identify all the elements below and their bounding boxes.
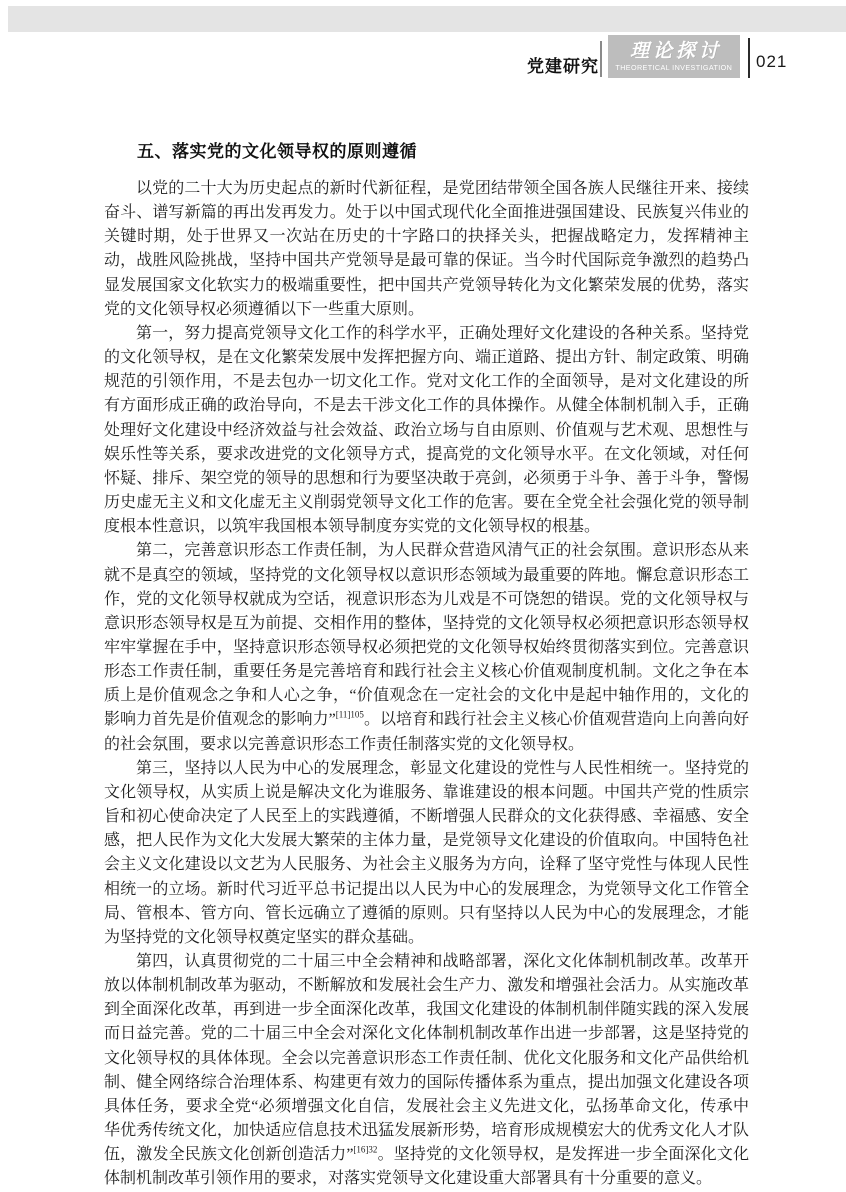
body-paragraph: 第三，坚持以人民为中心的发展理念，彰显文化建设的党性与人民性相统一。坚持党的文化领导权，从实质上说是解决文化为谁服务、靠谁建设的根本问题。中国共产党的性质宗旨和初心使命决定了人民至上的实践遵循，不断增强人民群众的文化获得感、幸福感、安全感，把人民作为文化大发展大繁荣的主体力量，是党领导文化建设的价值取向。中国特色社会主义文化建设以文艺为人民服务、为社会主义服务为方向，诠释了坚守党性与体现人民性相统一的立场。新时代习近平总书记提出以人民为中心的发展理念，为党领导文化工作管全局、管根本、管方向、管长远确立了遵循的原则。只有坚持以人民为中心的发展理念，才能为坚持党的文化领导权奠定坚实的群众基础。 bbox=[104, 759, 749, 946]
header-divider-left bbox=[600, 41, 602, 77]
column-logo bbox=[608, 35, 740, 78]
column-title-english: THEORETICAL INVESTIGATION bbox=[615, 62, 733, 72]
body-paragraph: 第四，认真贯彻党的二十届三中全会精神和战略部署，深化文化体制机制改革。改革开放以体制机制改革为驱动，不断解放和发展社会生产力、激发和增强社会活力。从实施改革到全面深化改革，再到进一步全面深化改革，我国文化建设的体制机制伴随实践的深入发展而日益完善。党的二十届三中全会对深化文化体制机制改革作出进一步部署，这是坚持党的文化领导权的具体体现。全会以完善意识形态工作责任制、优化文化服务和文化产品供给机制、健全网络综合治理体系、构建更有效力的国际传播体系为重点，提出加强文化建设各项具体任务，要求全党“必须增强文化自信，发展社会主义先进文化，弘扬革命文化，传承中华优秀传统文化，加快适应信息技术迅猛发展新形势，培育形成规模宏大的优秀文化人才队伍，激发全民族文化创新创造活力”$^{[16]32}$。坚持党的文化领导权，是发挥进一步全面深化文化体制机制改革引领作用的要求，对落实党领导文化建设重大部署具有十分重要的意义。 bbox=[104, 953, 749, 1188]
citation-reference: [11]105 bbox=[335, 710, 364, 721]
page-number-divider bbox=[748, 38, 750, 78]
journal-section-name: 党建研究 bbox=[527, 57, 599, 76]
section-title: 五、落实党的文化领导权的原则遵循 bbox=[137, 142, 417, 161]
article-body bbox=[104, 177, 749, 1192]
body-paragraph: 第二，完善意识形态工作责任制，为人民群众营造风清气正的社会氛围。意识形态从来就不是真空的领域，坚持党的文化领导权以意识形态领域为最重要的阵地。懈怠意识形态工作，党的文化领导权就成为空话，视意识形态为儿戏是不可饶恕的错误。党的文化领导权与意识形态领导权是互为前提、交相作用的整体，坚持党的文化领导权必须把意识形态领导权牢牢掌握在手中，坚持意识形态领导权必须把党的文化领导权始终贯彻落实到位。完善意识形态工作责任制，重要任务是完善培育和践行社会主义核心价值观制度机制。文化之争在本质上是价值观念之争和人心之争，“价值观念在一定社会的文化中是起中轴作用的，文化的影响力首先是价值观念的影响力”$^{[11]105}$。以培育和践行社会主义核心价值观营造向上向善向好的社会氛围，要求以完善意识形态工作责任制落实党的文化领导权。 bbox=[104, 542, 749, 753]
body-paragraph: 第一，努力提高党领导文化工作的科学水平，正确处理好文化建设的各种关系。坚持党的文化领导权，是在文化繁荣发展中发挥把握方向、端正道路、提出方针、制定政策、明确规范的引领作用，不是去包办一切文化工作。党对文化工作的全面领导，是对文化建设的所有方面形成正确的政治导向，不是去干涉文化工作的具体操作。从健全体制机制入手，正确处理好文化建设中经济效益与社会效益、政治立场与自由原则、价值观与艺术观、思想性与娱乐性等关系，要求改进党的文化领导方式，提高党的文化领导水平。在文化领域，对任何怀疑、排斥、架空党的领导的思想和行为要坚决敢于亮剑，必须勇于斗争、善于斗争，警惕历史虚无主义和文化虚无主义削弱党领导文化工作的危害。要在全党全社会强化党的领导制度根本性意识，以筑牢我国根本领导制度夯实党的文化领导权的根基。 bbox=[104, 324, 749, 536]
page-number: 021 bbox=[756, 52, 788, 71]
citation-reference: [16]32 bbox=[353, 1144, 378, 1155]
column-title-chinese: 理论探讨 bbox=[629, 40, 722, 62]
body-paragraph: 以党的二十大为历史起点的新时代新征程，是党团结带领全国各族人民继往开来、接续奋斗、谱写新篇的再出发再发力。处于以中国式现代化全面推进强国建设、民族复兴伟业的关键时期，处于世界又一次站在历史的十字路口的抉择关头，把握战略定力，发挥精神主动，战胜风险挑战，坚持中国共产党领导是最可靠的保证。当今时代国际竞争激烈的趋势凸显发展国家文化软实力的极端重要性，把中国共产党领导转化为文化繁荣发展的优势，落实党的文化领导权必须遵循以下一些重大原则。 bbox=[104, 180, 749, 318]
header-bar bbox=[8, 6, 846, 32]
